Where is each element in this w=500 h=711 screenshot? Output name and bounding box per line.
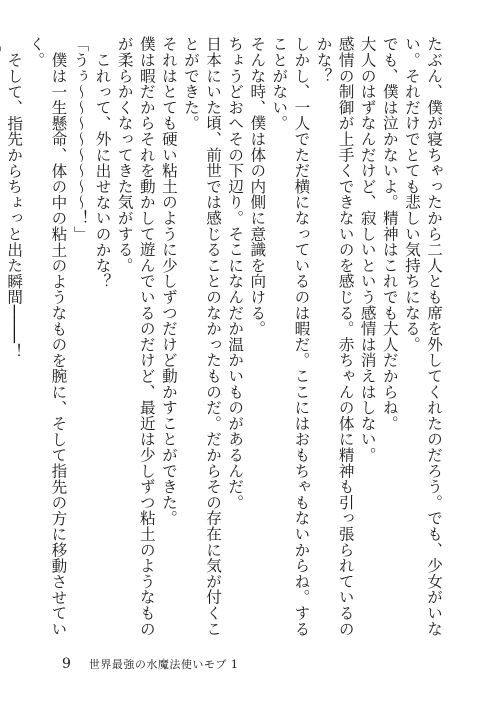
paragraph: 大人のはずなんだけど、寂しいという感情は消えはしない。	[358, 36, 377, 463]
paragraph: たぶん、僕が寝ちゃったから二人とも席を外してくれたのだろう。でも、少女がいない。それだけでとても悲しい気持ちになる。	[402, 36, 443, 637]
running-title: 世界最強の水魔法使いモブ 1	[88, 658, 239, 671]
paragraph: これって、外に出せないのかな？	[93, 51, 112, 289]
vertical-text-body	[5, 36, 445, 646]
paragraph: しかし、一人でただ横になっているのは暇だ。ここにはおもちゃもないからね。することがない。	[270, 36, 311, 637]
paragraph: そして、指先からちょっと出た瞬間────！	[5, 51, 24, 359]
paragraph: でも、僕は泣かないよ。精神はこれでも大人だからね。	[380, 36, 399, 431]
paragraph: それはとても硬い粘土のように少しずつだけど動かすことができた。	[159, 36, 178, 526]
paragraph: そんな時、僕は体の内側に意識を向ける。	[248, 36, 267, 337]
page-footer	[62, 656, 238, 672]
paragraph: 僕は暇だからそれを動かして遊んでいるのだけど、最近は少しずつ粘土のようなものが柔らかくなってきた気がする。	[115, 36, 156, 637]
paragraph: 感情の制御が上手くできないのを感じる。赤ちゃんの体に精神も引っ張られているのかな？	[314, 36, 355, 637]
paragraph: 日本にいた頃、前世では感じることのなかったものだ。だからその存在に気が付くことができた。	[181, 36, 223, 637]
page-number: 9	[62, 656, 71, 672]
paragraph: ちょうどおへその下辺り。そこになんだか温かいものがあるんだ。	[226, 36, 245, 510]
dialogue-line: 「うぅ～～～～～～～～！」	[71, 36, 90, 242]
paragraph: 僕は一生懸命、体の中の粘土のようなものを腕に、そして指先の方に移動させていく。	[27, 36, 68, 637]
